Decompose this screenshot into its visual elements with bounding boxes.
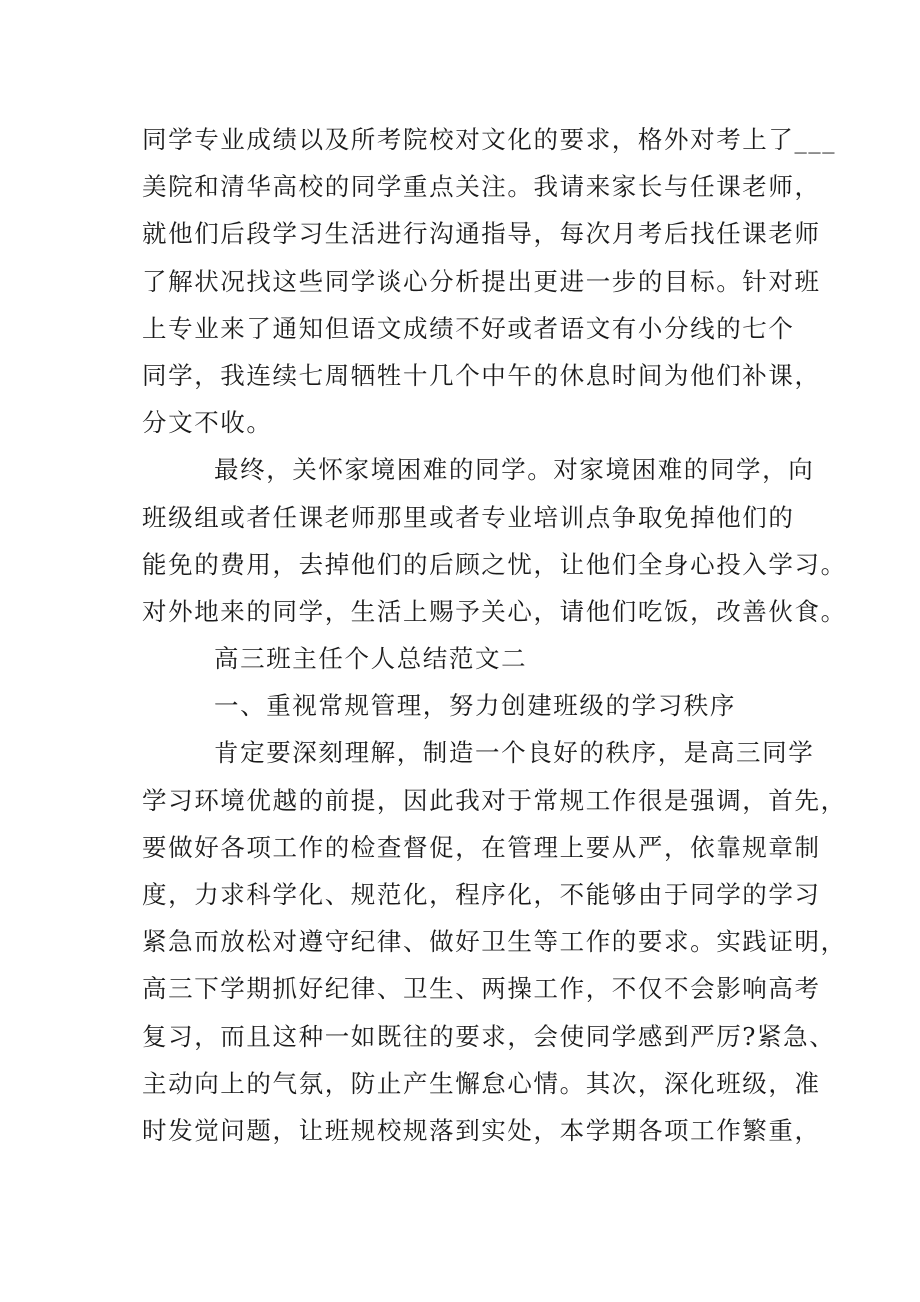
text-line: 要做好各项工作的检查督促，在管理上要从严，依靠规章制 — [142, 832, 821, 862]
text-line: 上专业来了通知但语文成绩不好或者语文有小分线的七个 — [142, 313, 795, 343]
document-body — [142, 116, 847, 1154]
text-line: 复习，而且这种一如既往的要求，会使同学感到严厉?紧急、 — [142, 1021, 836, 1051]
text-line: 就他们后段学习生活进行沟通指导，每次月考后找任课老师 — [142, 219, 821, 249]
text-line: 时发觉问题，让班规校规落到实处，本学期各项工作繁重， — [142, 1115, 821, 1145]
text-line: 高三下学期抓好纪律、卫生、两操工作，不仅不会影响高考 — [142, 974, 821, 1004]
text-line: 度，力求科学化、规范化，程序化，不能够由于同学的学习 — [142, 880, 821, 909]
paragraph-start-line: 肯定要深刻理解，制造一个良好的秩序，是高三同学 — [214, 738, 815, 768]
text-line: 美院和清华高校的同学重点关注。我请来家长与任课老师， — [142, 172, 821, 202]
text-line: 班级组或者任课老师那里或者专业培训点争取免掉他们的 — [142, 502, 795, 532]
paragraph-start-line: 最终，关怀家境困难的同学。对家境困难的同学，向 — [214, 455, 815, 485]
text-line: 学习环境优越的前提，因此我对于常规工作很是强调，首先， — [142, 785, 847, 815]
text-line: 主动向上的气氛，防止产生懈怠心情。其次，深化班级，准 — [142, 1068, 821, 1098]
text-line: 同学专业成绩以及所考院校对文化的要求，格外对考上了___ — [142, 125, 837, 154]
text-line: 分文不收。 — [142, 408, 273, 438]
section-title: 高三班主任个人总结范文二 — [214, 644, 528, 674]
text-line: 能免的费用，去掉他们的后顾之忧，让他们全身心投入学习。 — [142, 549, 847, 579]
text-line: 了解状况找这些同学谈心分析提出更进一步的目标。针对班 — [142, 266, 821, 296]
text-line: 同学，我连续七周牺牲十几个中午的休息时间为他们补课， — [142, 360, 821, 390]
text-line: 对外地来的同学，生活上赐予关心，请他们吃饭，改善伙食。 — [142, 596, 847, 626]
section-heading: 一、重视常规管理，努力创建班级的学习秩序 — [214, 691, 736, 721]
text-line: 紧急而放松对遵守纪律、做好卫生等工作的要求。实践证明， — [142, 927, 847, 957]
